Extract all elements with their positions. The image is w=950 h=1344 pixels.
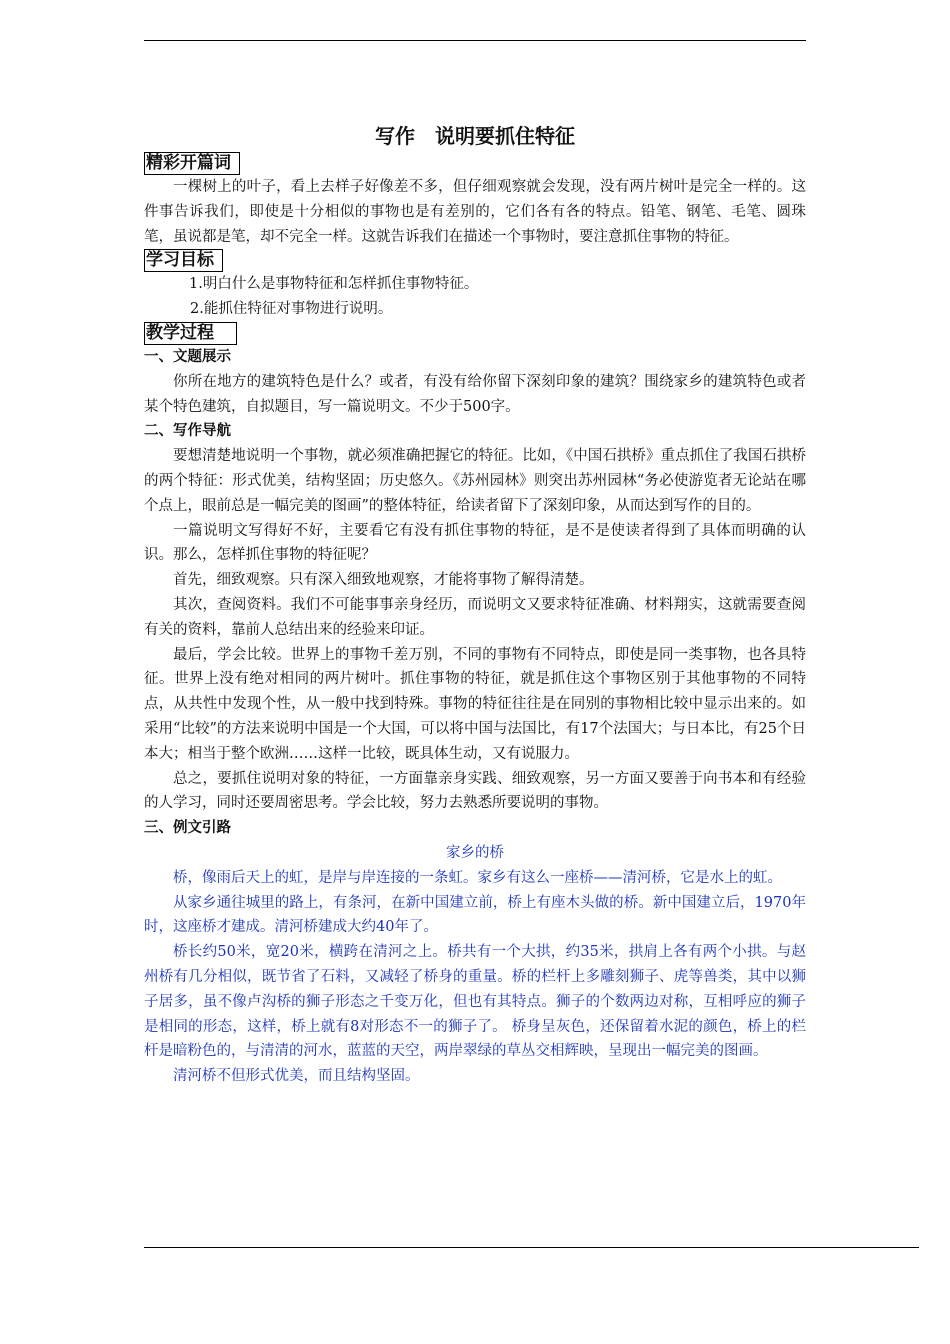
section-heading-guide: 二、写作导航 [144,422,231,440]
opening-heading: 精彩开篇词 [144,152,240,175]
process-section [144,322,806,1089]
opening-section [144,152,806,249]
topic-paragraph: 你所在地方的建筑特色是什么？或者，有没有给你留下深刻印象的建筑？围绕家乡的建筑特色或者某个特色建筑，自拟题目，写一篇说明文。不少于500字。 [144,373,806,415]
essay-paragraph: 桥，像雨后天上的虹，是岸与岸连接的一条虹。家乡有这么一座桥——清河桥，它是水上的虹。 [173,869,782,886]
footer-rule [144,1247,919,1248]
example-essay [144,841,806,1089]
guide-paragraph: 总之，要抓住说明对象的特征，一方面靠亲身实践、细致观察，另一方面又要善于向书本和有经验的人学习，同时还要周密思考。学会比较，努力去熟悉所要说明的事物。 [144,770,806,812]
section-heading-topic: 一、文题展示 [144,347,231,365]
guide-paragraph: 一篇说明文写得好不好，主要看它有没有抓住事物的特征，是不是使读者得到了具体而明确的认识。那么，怎样抓住事物的特征呢？ [144,522,806,564]
header-rule [144,40,806,41]
essay-paragraph: 从家乡通往城里的路上，有条河，在新中国建立前，桥上有座木头做的桥。新中国建立后，1970年时，这座桥才建成。清河桥建成大约40年了。 [144,894,806,936]
document-page [144,120,806,1089]
guide-paragraph: 首先，细致观察。只有深入细致地观察，才能将事物了解得清楚。 [173,572,594,589]
section-heading-example: 三、例文引路 [144,819,231,837]
goals-heading: 学习目标 [144,249,223,272]
essay-paragraph: 清河桥不但形式优美，而且结构坚固。 [173,1068,420,1085]
page-title: 写作 说明要抓住特征 [375,124,575,148]
process-heading: 教学过程 [144,322,237,345]
goal-item: 2.能抓住特征对事物进行说明。 [190,301,393,318]
essay-paragraph: 桥长约50米，宽20米，横跨在清河之上。桥共有一个大拱，约35米，拱肩上各有两个小拱。与赵州桥有几分相似，既节省了石料，又减轻了桥身的重量。桥的栏杆上多雕刻狮子、虎等兽类，其中以狮子居多，虽不像卢沟桥的狮子形态之千变万化，但也有其特点。狮子的个数两边对称，互相呼应的狮子是相同的形态，这样，桥上就有8对形态不一的狮子了。 桥身呈灰色，还保留着水泥的颜色，桥上的栏杆是暗粉色的，与清清的河水，蓝蓝的天空，两岸翠绿的草丛交相辉映，呈现出一幅完美的图画。 [144,944,806,1060]
guide-paragraph: 其次，查阅资料。我们不可能事事亲身经历，而说明文又要求特征准确、材料翔实，这就需要查阅有关的资料，靠前人总结出来的经验来印证。 [144,596,806,638]
goal-item: 1.明白什么是事物特征和怎样抓住事物特征。 [189,276,479,293]
goals-section [144,249,806,322]
essay-title: 家乡的桥 [446,844,504,861]
guide-paragraph: 最后，学会比较。世界上的事物千差万别，不同的事物有不同特点，即使是同一类事物，也各具特征。世界上没有绝对相同的两片树叶。抓住事物的特征，就是抓住这个事物区别于其他事物的不同特点，从共性中发现个性，从一般中找到特殊。事物的特征往往是在同别的事物相比较中显示出来的。如采用“比较”的方法来说明中国是一个大国，可以将中国与法国比，有17个法国大；与日本比，有25个日本大；相当于整个欧洲……这样一比较，既具体生动，又有说服力。 [144,646,806,762]
guide-paragraph: 要想清楚地说明一个事物，就必须准确把握它的特征。比如，《中国石拱桥》重点抓住了我国石拱桥的两个特征：形式优美，结构坚固；历史悠久。《苏州园林》则突出苏州园林“务必使游览者无论站在哪个点上，眼前总是一幅完美的图画”的整体特征，给读者留下了深刻印象，从而达到写作的目的。 [144,448,806,514]
opening-paragraph: 一棵树上的叶子，看上去样子好像差不多，但仔细观察就会发现，没有两片树叶是完全一样的。这件事告诉我们，即使是十分相似的事物也是有差别的，它们各有各的特点。铅笔、钢笔、毛笔、圆珠笔，虽说都是笔，却不完全一样。这就告诉我们在描述一个事物时，要注意抓住事物的特征。 [144,179,806,245]
